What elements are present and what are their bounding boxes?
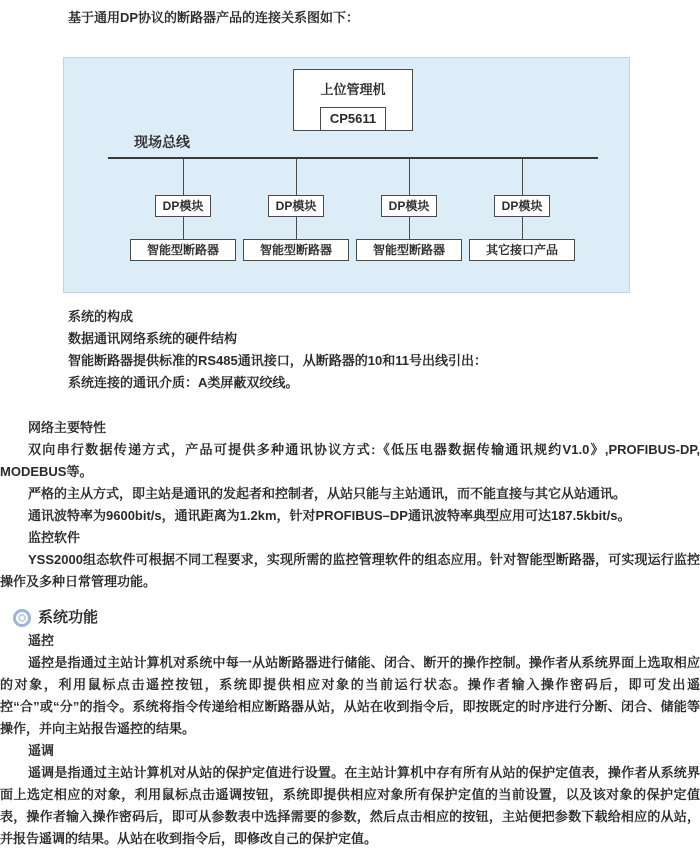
cp5611-box: CP5611 bbox=[320, 107, 386, 131]
composition-line: 系统的构成 bbox=[68, 309, 134, 324]
management-box-label: 上位管理机 bbox=[320, 82, 386, 97]
paragraph: 遥控是指通过主站计算机对系统中每一从站断路器进行储能、闭合、断开的操作控制。操作者从系统界面上选取相应的对象，利用鼠标点击遥控按钮，系统即提供相应对象的当前运行状态。操作者输入操作密码后，即可发出遥控“合”或“分”的指令。系统将指令传递给相应断路器从站，从站在收到指令后，即按既定的时序进行分断、闭合、储能等操作，并向主站报告遥控的结果。 bbox=[0, 655, 700, 736]
connector-line bbox=[409, 159, 410, 195]
paragraph: 严格的主从方式，即主站是通讯的发起者和控制者，从站只能与主站通讯，而不能直接与其它从站通讯。 bbox=[28, 486, 627, 501]
device-box: 智能型断路器 bbox=[130, 239, 236, 261]
connector-line bbox=[409, 217, 410, 239]
remote-adjust-heading: 遥调 bbox=[28, 743, 55, 758]
remote-control-section bbox=[0, 630, 700, 740]
connector-line bbox=[183, 159, 184, 195]
dp-module-box: DP模块 bbox=[155, 195, 211, 217]
device-box: 智能型断路器 bbox=[356, 239, 462, 261]
connector-line bbox=[522, 217, 523, 239]
system-functions-title: 系统功能 bbox=[38, 609, 99, 626]
double-circle-bullet-icon bbox=[13, 609, 31, 627]
system-composition-block bbox=[0, 306, 700, 394]
connection-diagram bbox=[63, 57, 630, 293]
fieldbus-line bbox=[108, 157, 598, 159]
dp-module-box: DP模块 bbox=[494, 195, 550, 217]
device-box: 智能型断路器 bbox=[243, 239, 349, 261]
fieldbus-label: 现场总线 bbox=[134, 134, 190, 150]
composition-line: 系统连接的通讯介质：A类屏蔽双绞线。 bbox=[68, 375, 299, 390]
network-features-heading: 网络主要特性 bbox=[28, 420, 107, 435]
paragraph: 双向串行数据传递方式，产品可提供多种通讯协议方式:《低压电器数据传输通讯规约V1.0》,PROFIBUS-DP, MODEBUS等。 bbox=[0, 442, 700, 479]
composition-line: 数据通讯网络系统的硬件结构 bbox=[68, 331, 238, 346]
remote-control-heading: 遥控 bbox=[28, 633, 55, 648]
dp-module-box: DP模块 bbox=[268, 195, 324, 217]
dp-module-box: DP模块 bbox=[381, 195, 437, 217]
system-functions-header bbox=[13, 606, 700, 630]
connector-line bbox=[522, 159, 523, 195]
network-features-section bbox=[0, 417, 700, 593]
connector-line bbox=[183, 217, 184, 239]
composition-line: 智能断路器提供标准的RS485通讯接口，从断路器的10和11号出线引出： bbox=[68, 353, 487, 368]
connector-line bbox=[296, 159, 297, 195]
device-box: 其它接口产品 bbox=[469, 239, 575, 261]
connector-line bbox=[296, 217, 297, 239]
monitoring-software-heading: 监控软件 bbox=[28, 530, 81, 545]
paragraph: 遥调是指通过主站计算机对从站的保护定值进行设置。在主站计算机中存有所有从站的保护定值表，操作者从系统界面上选定相应的对象，利用鼠标点击遥调按钮，系统即提供相应对象所有保护定值的当前设置，以及该对象的保护定值表，操作者输入操作密码后，即可从参数表中选择需要的参数，然后点击相应的按钮，主站便把参数下载给相应的从站，并报告遥调的结果。从站在收到指令后，即修改自己的保护定值。 bbox=[0, 765, 700, 846]
paragraph: 通讯波特率为9600bit/s，通讯距离为1.2km，针对PROFIBUS–DP通讯波特率典型应用可达187.5kbit/s。 bbox=[28, 508, 631, 523]
paragraph: YSS2000组态软件可根据不同工程要求，实现所需的监控管理软件的组态应用。针对智能型断路器，可实现运行监控操作及多种日常管理功能。 bbox=[0, 552, 700, 589]
remote-adjust-section bbox=[0, 740, 700, 850]
page-title: 基于通用DP协议的断路器产品的连接关系图如下： bbox=[68, 10, 360, 25]
management-box bbox=[293, 69, 413, 131]
